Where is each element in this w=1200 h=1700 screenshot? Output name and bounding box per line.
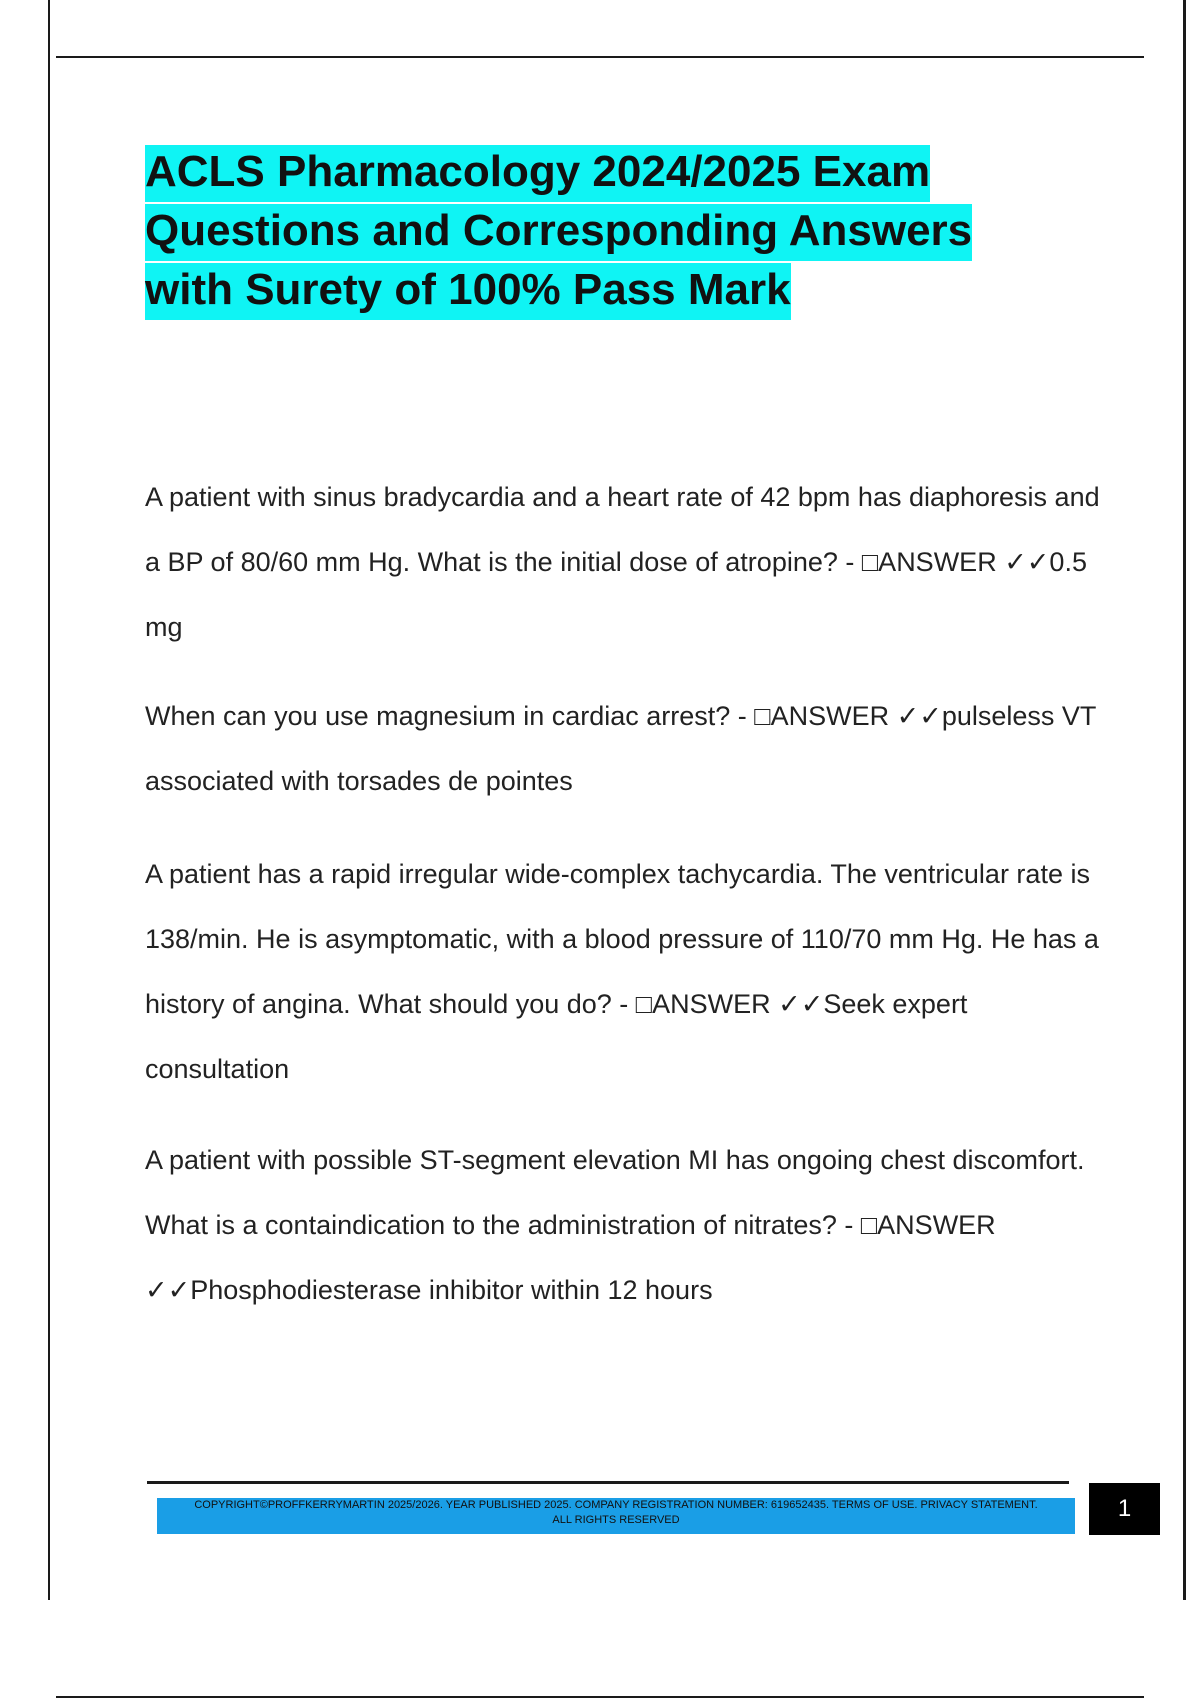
copyright-notice <box>157 1498 1075 1534</box>
header-rule <box>56 56 1144 58</box>
page-number: 1 <box>1089 1483 1160 1535</box>
title-line-1: ACLS Pharmacology 2024/2025 Exam <box>145 145 930 202</box>
qa-item-atropine: A patient with sinus bradycardia and a heart rate of 42 bpm has diaphoresis and a BP of 80/60 mm Hg. What is the initial dose of atropine? - □ANSWER ✓✓0.5 mg <box>145 482 1100 642</box>
qa-item-nitrates: A patient with possible ST-segment elevation MI has ongoing chest discomfort. What is a containdication to the administration of nitrates? - □ANSWER ✓✓Phosphodiesterase inhibitor within 12 hours <box>145 1145 1085 1305</box>
qa-item-magnesium: When can you use magnesium in cardiac arrest? - □ANSWER ✓✓pulseless VT associated with torsades de pointes <box>145 701 1096 796</box>
copyright-line-1: COPYRIGHT©PROFFKERRYMARTIN 2025/2026. YEAR PUBLISHED 2025. COMPANY REGISTRATION NUMBER: 619652435. TERMS OF USE. PRIVACY STATEMENT. <box>194 1499 1038 1511</box>
bottom-rule <box>56 1696 1144 1698</box>
page-border-right <box>1183 0 1186 1600</box>
title-line-3: with Surety of 100% Pass Mark <box>145 263 791 320</box>
qa-item-tachycardia: A patient has a rapid irregular wide-complex tachycardia. The ventricular rate is 138/min. He is asymptomatic, with a blood pressure of 110/70 mm Hg. He has a history of angina. What should you do? - □ANSWER ✓✓Seek expert consultation <box>145 859 1099 1084</box>
title-line-2: Questions and Corresponding Answers <box>145 204 972 261</box>
document-title <box>145 142 1105 319</box>
copyright-line-2: ALL RIGHTS RESERVED <box>552 1514 680 1526</box>
page-border-left <box>48 0 50 1600</box>
footer-rule <box>147 1481 1069 1484</box>
